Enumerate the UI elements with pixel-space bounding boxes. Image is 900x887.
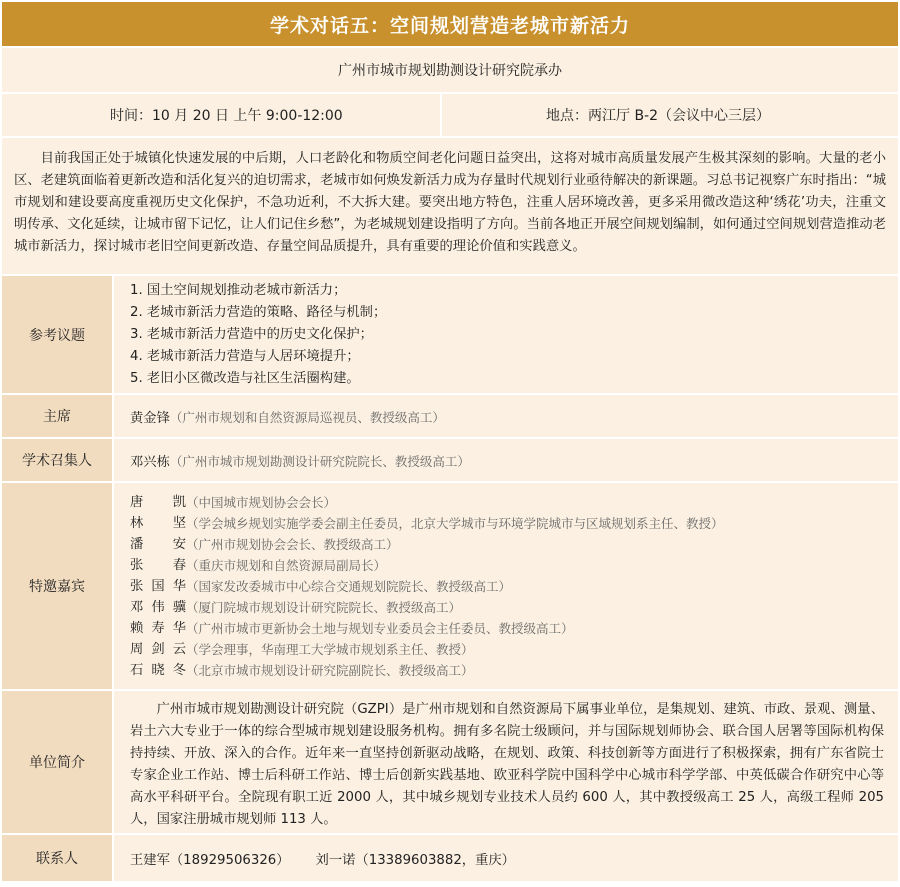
guest-item <box>130 639 898 660</box>
guest-note: （广州市规划协会会长、教授级高工） <box>186 536 399 552</box>
guest-note: （国家发改委城市中心综合交通规划院院长、教授级高工） <box>186 578 512 594</box>
guest-name: 赖寿华 <box>130 620 186 636</box>
guest-item <box>130 618 898 639</box>
guest-name: 石晓冬 <box>130 662 186 678</box>
guest-note: （学会理事，华南理工大学城市规划系主任、教授） <box>186 641 474 657</box>
topics-row <box>2 276 898 395</box>
guest-note: （中国城市规划协会会长） <box>186 494 337 510</box>
chair-note: （广州市规划和自然资源局巡视员、教授级高工） <box>169 409 445 425</box>
page-title: 学术对话五：空间规划营造老城市新活力 <box>2 2 898 48</box>
guest-name: 张春 <box>130 557 186 573</box>
event-location: 地点：两江厅 B-2（会议中心三层） <box>442 94 898 136</box>
guest-name: 周剑云 <box>130 641 186 657</box>
guest-note: （学会城乡规划实施学委会副主任委员，北京大学城市与环境学院城市与区域规划系主任、教授） <box>186 515 724 531</box>
topics-list <box>114 276 898 393</box>
chair-row <box>2 395 898 439</box>
guests-list <box>114 483 898 689</box>
chair-value <box>114 395 898 437</box>
guest-name: 潘安 <box>130 536 186 552</box>
guest-name: 张国华 <box>130 578 186 594</box>
guests-row <box>2 483 898 691</box>
guest-name: 林坚 <box>130 515 186 531</box>
guest-item <box>130 534 898 555</box>
guest-note: （广州市城市更新协会土地与规划专业委员会主任委员、教授级高工） <box>186 620 574 636</box>
intro-paragraph: 目前我国正处于城镇化快速发展的中后期，人口老龄化和物质空间老化问题日益突出，这将对城市高质量发展产生极其深刻的影响。大量的老小区、老建筑面临着更新改造和活化复兴的迫切需求，老城市如何焕发新活力成为存量时代规划行业亟待解决的新课题。习总书记视察广东时指出：“城市规划和建设要高度重视历史文化保护，不急功近利，不大拆大建。要突出地方特色，注重人居环境改善，更多采用微改造这种‘绣花’功夫，注重文明传承、文化延续，让城市留下记忆，让人们记住乡愁”，为老城规划建设指明了方向。当前各地正开展空间规划编制，如何通过空间规划营造推动老城市新活力，探讨城市老旧空间更新改造、存量空间品质提升，具有重要的理论价值和实践意义。 <box>2 138 898 276</box>
guest-note: （厦门院城市规划设计研究院院长、教授级高工） <box>186 599 462 615</box>
topic-item: 5. 老旧小区微改造与社区生活圈构建。 <box>130 370 360 386</box>
guest-name: 邓伟骥 <box>130 599 186 615</box>
guest-item <box>130 513 898 534</box>
contact-person-1: 王建军（18929506326） <box>130 852 290 868</box>
guest-note: （北京市城市规划设计研究院副院长、教授级高工） <box>186 662 474 678</box>
guest-item <box>130 597 898 618</box>
guest-note: （重庆市规划和自然资源局副局长） <box>186 557 387 573</box>
chair-label: 主席 <box>2 395 114 437</box>
convener-row <box>2 439 898 483</box>
contact-row <box>2 835 898 881</box>
profile-label: 单位简介 <box>2 691 114 833</box>
guests-label: 特邀嘉宾 <box>2 483 114 689</box>
profile-row <box>2 691 898 835</box>
time-location-row <box>2 94 898 138</box>
host-organizer: 广州市城市规划勘测设计研究院承办 <box>2 48 898 94</box>
contact-value <box>114 835 898 881</box>
guest-item <box>130 660 898 681</box>
convener-value <box>114 439 898 481</box>
convener-name: 邓兴栋 <box>130 454 170 470</box>
topics-label: 参考议题 <box>2 276 114 393</box>
event-time: 时间：10 月 20 日 上午 9:00-12:00 <box>2 94 442 136</box>
contact-label: 联系人 <box>2 835 114 881</box>
topic-item: 3. 老城市新活力营造中的历史文化保护； <box>130 326 373 342</box>
topic-item: 1. 国土空间规划推动老城市新活力； <box>130 282 347 298</box>
guest-item <box>130 576 898 597</box>
convener-label: 学术召集人 <box>2 439 114 481</box>
guest-item <box>130 492 898 513</box>
guest-name: 唐凯 <box>130 494 186 510</box>
chair-name: 黄金锋 <box>130 410 170 426</box>
topic-item: 2. 老城市新活力营造的策略、路径与机制； <box>130 304 387 320</box>
profile-value <box>114 691 898 833</box>
topic-item: 4. 老城市新活力营造与人居环境提升； <box>130 348 360 364</box>
contact-person-2: 刘一诺（13389603882，重庆） <box>315 852 515 868</box>
guest-item <box>130 555 898 576</box>
profile-text: 广州市城市规划勘测设计研究院（GZPI）是广州市规划和自然资源局下属事业单位，是集规划、建筑、市政、景观、测量、岩土六大专业于一体的综合型城市规划建设服务机构。拥有多名院士级顾问，并与国际规划师协会、联合国人居署等国际机构保持持续、开放、深入的合作。近年来一直坚持创新驱动战略，在规划、政策、科技创新等方面进行了积极探索，拥有广东省院士专家企业工作站、博士后科研工作站、博士后创新实践基地、欧亚科学院中国科学中心城市科学学部、中英低碳合作研究中心等高水平科研平台。全院现有职工近 2000 人，其中城乡规划专业技术人员约 600 人，其中教授级高工 25 人，高级工程师 205 人，国家注册城市规划师 113 人。 <box>130 702 884 827</box>
convener-note: （广州市城市规划勘测设计研究院院长、教授级高工） <box>169 453 470 469</box>
